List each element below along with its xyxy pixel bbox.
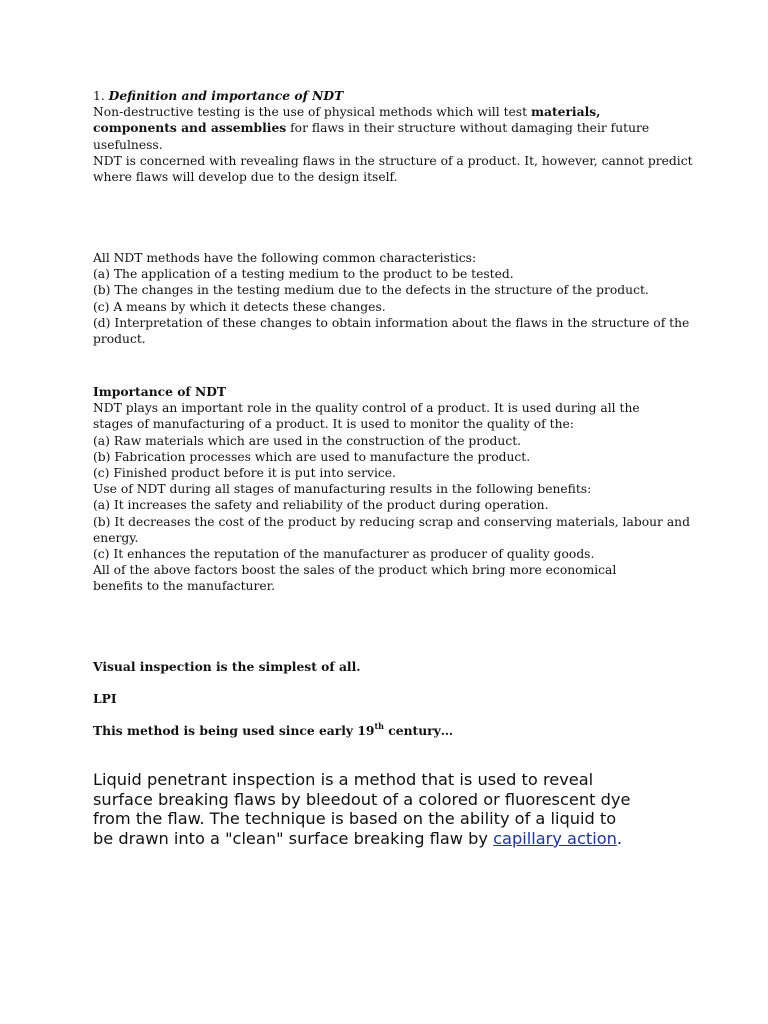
section-number: 1. [93, 89, 105, 103]
importance-line: Use of NDT during all stages of manufacturing results in the following benefits: [93, 482, 592, 497]
characteristics-section [93, 250, 690, 347]
lpi-line-text: be drawn into a "clean" surface breaking flaw by [93, 828, 494, 848]
characteristic-item: (d) Interpretation of these changes to obtain information about the flaws in the structure of the [93, 315, 690, 330]
importance-line: stages of manufacturing of a product. It is used to monitor the quality of the: [93, 417, 574, 432]
ndt-concern-line: NDT is concerned with revealing flaws in the structure of a product. It, however, cannot predict [93, 153, 693, 168]
importance-line: (b) It decreases the cost of the product by reducing scrap and conserving materials, labour and [93, 514, 690, 529]
ndt-concern-line: where flaws will develop due to the design itself. [93, 170, 398, 185]
lpi-label: LPI [93, 691, 117, 706]
importance-line: All of the above factors boost the sales of the product which bring more economical [93, 563, 617, 578]
importance-line: energy. [93, 530, 139, 545]
importance-line: (c) It enhances the reputation of the manufacturer as producer of quality goods. [93, 547, 595, 562]
importance-line: (a) It increases the safety and reliability of the product during operation. [93, 498, 549, 513]
since-note-text: century… [383, 723, 454, 738]
lpi-line: Liquid penetrant inspection is a method that is used to reveal [93, 770, 594, 789]
section-heading [93, 88, 673, 104]
definition-line [93, 120, 673, 136]
characteristic-item: (a) The application of a testing medium to the product to be tested. [93, 267, 514, 282]
capillary-action-link[interactable]: capillary action [493, 828, 617, 848]
lpi-paragraph [93, 770, 693, 848]
characteristic-item: (b) The changes in the testing medium due to the defects in the structure of the product. [93, 283, 649, 298]
lpi-line [93, 829, 693, 849]
importance-line: (c) Finished product before it is put into service. [93, 466, 396, 481]
definition-line: usefulness. [93, 137, 163, 152]
definition-section [93, 88, 693, 185]
importance-line: benefits to the manufacturer. [93, 579, 276, 594]
since-note-text: This method is being used since early 19 [93, 723, 375, 738]
importance-heading: Importance of NDT [93, 384, 227, 399]
lpi-line-text: . [616, 828, 623, 848]
importance-line: (a) Raw materials which are used in the construction of the product. [93, 433, 522, 448]
characteristics-intro: All NDT methods have the following common characteristics: [93, 251, 477, 265]
characteristic-item: (c) A means by which it detects these changes. [93, 299, 386, 314]
lpi-line: surface breaking flaws by bleedout of a colored or fluorescent dye [93, 789, 631, 809]
lpi-line: from the flaw. The technique is based on the ability of a liquid to [93, 809, 617, 829]
section-title: Definition and importance of NDT [108, 88, 344, 103]
since-note-sup: th [374, 721, 384, 731]
definition-text: Non-destructive testing is the use of physical methods which will test [93, 105, 531, 120]
characteristic-item-cont: product. [93, 332, 146, 347]
since-note [93, 723, 453, 738]
importance-line: NDT plays an important role in the quality control of a product. It is used during all the [93, 401, 640, 416]
definition-line [93, 104, 673, 120]
definition-bold: materials, [530, 104, 601, 120]
definition-bold: components and assemblies [93, 120, 287, 136]
definition-text: for flaws in their structure without damaging their future [286, 121, 650, 136]
importance-section [93, 384, 690, 595]
visual-inspection-note: Visual inspection is the simplest of all. [93, 659, 361, 674]
importance-line: (b) Fabrication processes which are used to manufacture the product. [93, 449, 531, 464]
